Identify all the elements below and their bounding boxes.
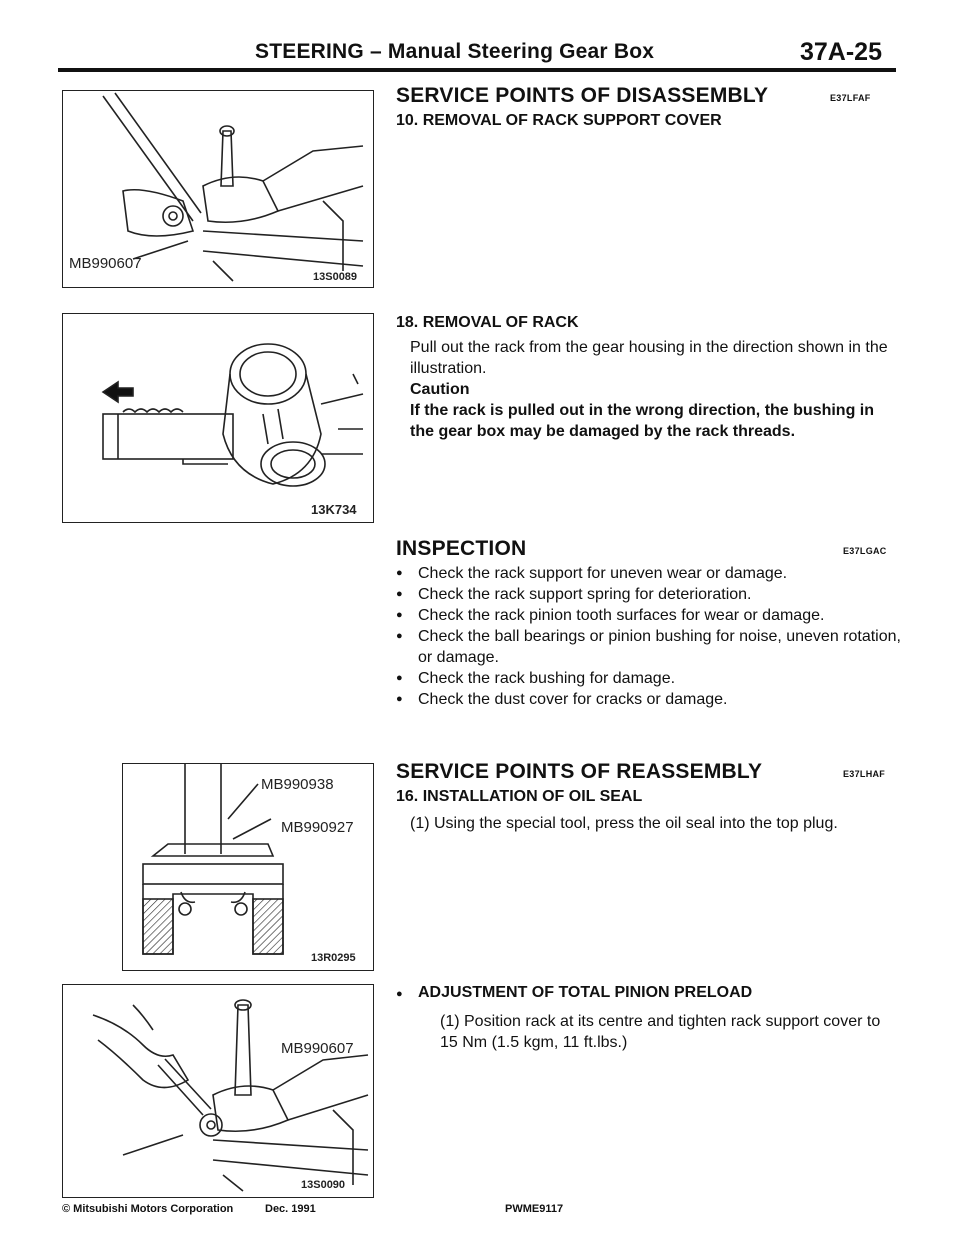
- figure-oil-seal-install: [122, 763, 374, 971]
- section-code: E37LFAF: [830, 93, 871, 103]
- section-code: E37LHAF: [843, 769, 886, 779]
- section-title-reassembly: SERVICE POINTS OF REASSEMBLY: [396, 760, 763, 783]
- section-code: E37LGAC: [843, 546, 887, 556]
- figure-illustration: [63, 314, 373, 522]
- figure-rack-removal: [62, 313, 374, 523]
- footer-copyright: © Mitsubishi Motors Corporation: [62, 1203, 234, 1215]
- step-heading: 18. REMOVAL OF RACK: [396, 314, 579, 331]
- footer-date: Dec. 1991: [265, 1203, 316, 1215]
- page-number: 37A-25: [800, 38, 882, 66]
- list-item: ● Check the dust cover for cracks or damage.: [396, 689, 906, 710]
- figure-code: 13S0089: [313, 271, 358, 283]
- figure-tool-on-gearbox: [62, 90, 374, 288]
- figure-pinion-preload: [62, 984, 374, 1198]
- list-item: ● Check the rack support spring for deterioration.: [396, 584, 906, 605]
- inspection-list: [396, 563, 906, 710]
- list-item: ● Check the ball bearings or pinion bushing for noise, uneven rotation, or damage.: [396, 626, 906, 668]
- step-heading: ADJUSTMENT OF TOTAL PINION PRELOAD: [418, 984, 753, 1001]
- page-header-title: STEERING – Manual Steering Gear Box: [255, 40, 655, 63]
- tool-label: MB990607: [69, 255, 142, 272]
- list-item: ● Check the rack pinion tooth surfaces for wear or damage.: [396, 605, 906, 626]
- caution-label: Caution: [410, 381, 470, 398]
- figure-illustration: [123, 764, 373, 970]
- step-text: Pull out the rack from the gear housing in the direction shown in the illustration.: [410, 339, 888, 377]
- section-title-disassembly: SERVICE POINTS OF DISASSEMBLY: [396, 84, 769, 107]
- figure-code: 13S0090: [301, 1179, 346, 1191]
- list-item: ● Check the rack bushing for damage.: [396, 668, 906, 689]
- figure-code: 13K734: [311, 502, 357, 517]
- section-title-inspection: INSPECTION: [396, 537, 527, 560]
- caution-text: If the rack is pulled out in the wrong direction, the bushing in the gear box may be damaged by the rack threads.: [410, 402, 875, 440]
- step-heading: 16. INSTALLATION OF OIL SEAL: [396, 788, 643, 805]
- tool-label: MB990927: [281, 819, 354, 836]
- step-heading: 10. REMOVAL OF RACK SUPPORT COVER: [396, 112, 722, 129]
- tool-label: MB990607: [281, 1040, 354, 1057]
- list-item: ● Check the rack support for uneven wear or damage.: [396, 563, 906, 584]
- step-text: (1) Position rack at its centre and tighten rack support cover to 15 Nm (1.5 kgm, 11 ft.lbs.): [440, 1013, 881, 1051]
- figure-illustration: [63, 985, 373, 1197]
- header-rule: [58, 68, 896, 72]
- bullet-icon: ●: [396, 988, 403, 1000]
- tool-label: MB990938: [261, 776, 334, 793]
- step-text: (1) Using the special tool, press the oil seal into the top plug.: [410, 815, 838, 832]
- footer-doc-code: PWME9117: [505, 1203, 564, 1215]
- figure-code: 13R0295: [311, 952, 356, 964]
